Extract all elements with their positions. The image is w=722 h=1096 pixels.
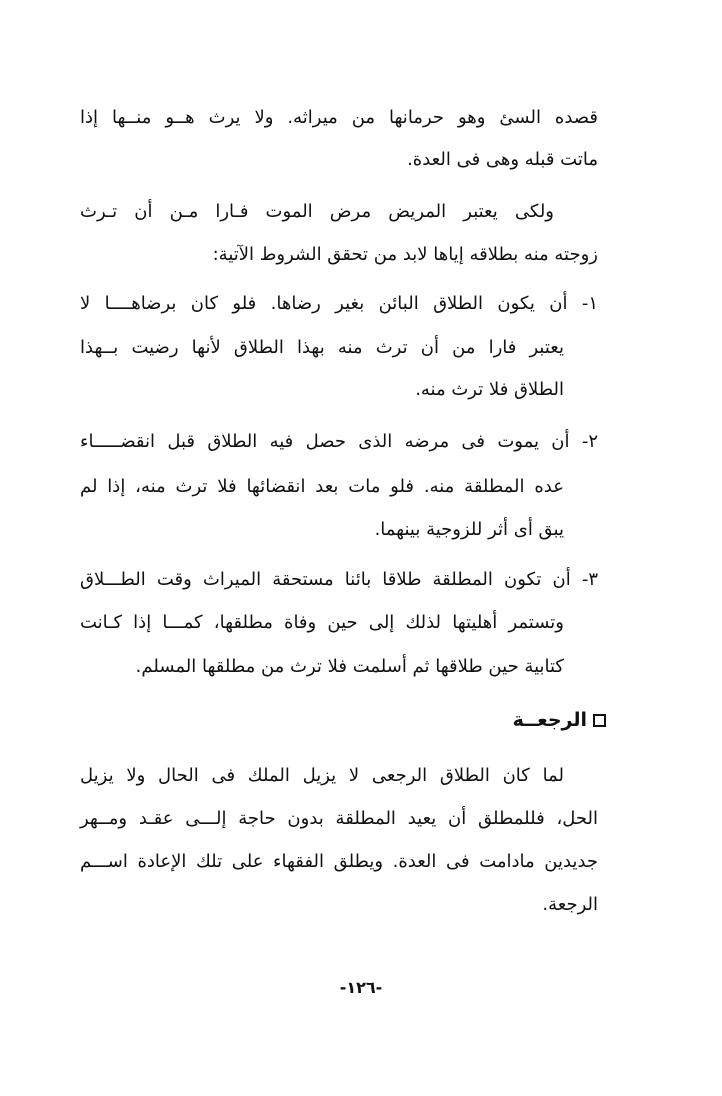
- square-bullet-icon: [593, 714, 606, 727]
- paragraph-3-line-2: الحل، فللمطلق أن يعيد المطلقة بدون حاجة إلـــى عقـد ومــهر: [80, 808, 598, 829]
- condition-3-line-3: كتابية حين طلاقها ثم أسلمت فلا ترث من مطلقها المسلم.: [135, 656, 564, 677]
- paragraph-3-line-1: لما كان الطلاق الرجعى لا يزيل الملك فى الحال ولا يزيل: [80, 765, 564, 786]
- condition-2-line-1: ٢- أن يموت فى مرضه الذى حصل فيه الطلاق قبل انقضـــــاء: [80, 431, 598, 452]
- condition-2-line-2: عده المطلقة منه. فلو مات بعد انقضائها فلا ترث منه، إذا لم: [80, 476, 564, 497]
- paragraph-3-line-3: جديدين مادامت فى العدة. ويطلق الفقهاء على تلك الإعادة اســـم: [80, 851, 598, 872]
- paragraph-1-line-1: قصده السئ وهو حرمانها من ميراثه. ولا يرث هــو منــها إذا: [80, 107, 598, 128]
- condition-1-line-2: يعتبر فارا من أن ترث منه بهذا الطلاق لأنها رضيت بــهذا: [80, 337, 564, 358]
- paragraph-2-line-2: زوجته منه بطلاقه إياها لابد من تحقق الشروط الآتية:: [212, 244, 598, 265]
- page-number: -١٢٦-: [339, 978, 383, 997]
- section-heading: [513, 706, 606, 734]
- paragraph-1-line-2: ماتت قبله وهى فى العدة.: [407, 149, 598, 170]
- condition-3-line-2: وتستمر أهليتها لذلك إلى حين وفاة مطلقها، كمـــا إذا كـانت: [80, 612, 564, 633]
- condition-3-line-1: ٣- أن تكون المطلقة طلاقا بائنا مستحقة الميراث وقت الطـــلاق: [80, 569, 598, 590]
- paragraph-2-line-1: ولكى يعتبر المريض مرض الموت فـارا مـن أن تـرث: [80, 201, 554, 222]
- condition-1-line-1: ١- أن يكون الطلاق البائن بغير رضاها. فلو كان برضاهــــا لا: [80, 293, 598, 314]
- section-heading-text: الرجعــة: [512, 709, 587, 731]
- condition-2-line-3: يبق أى أثر للزوجية بينهما.: [374, 519, 564, 540]
- paragraph-3-line-4: الرجعة.: [542, 894, 598, 915]
- condition-1-line-3: الطلاق فلا ترث منه.: [415, 379, 564, 400]
